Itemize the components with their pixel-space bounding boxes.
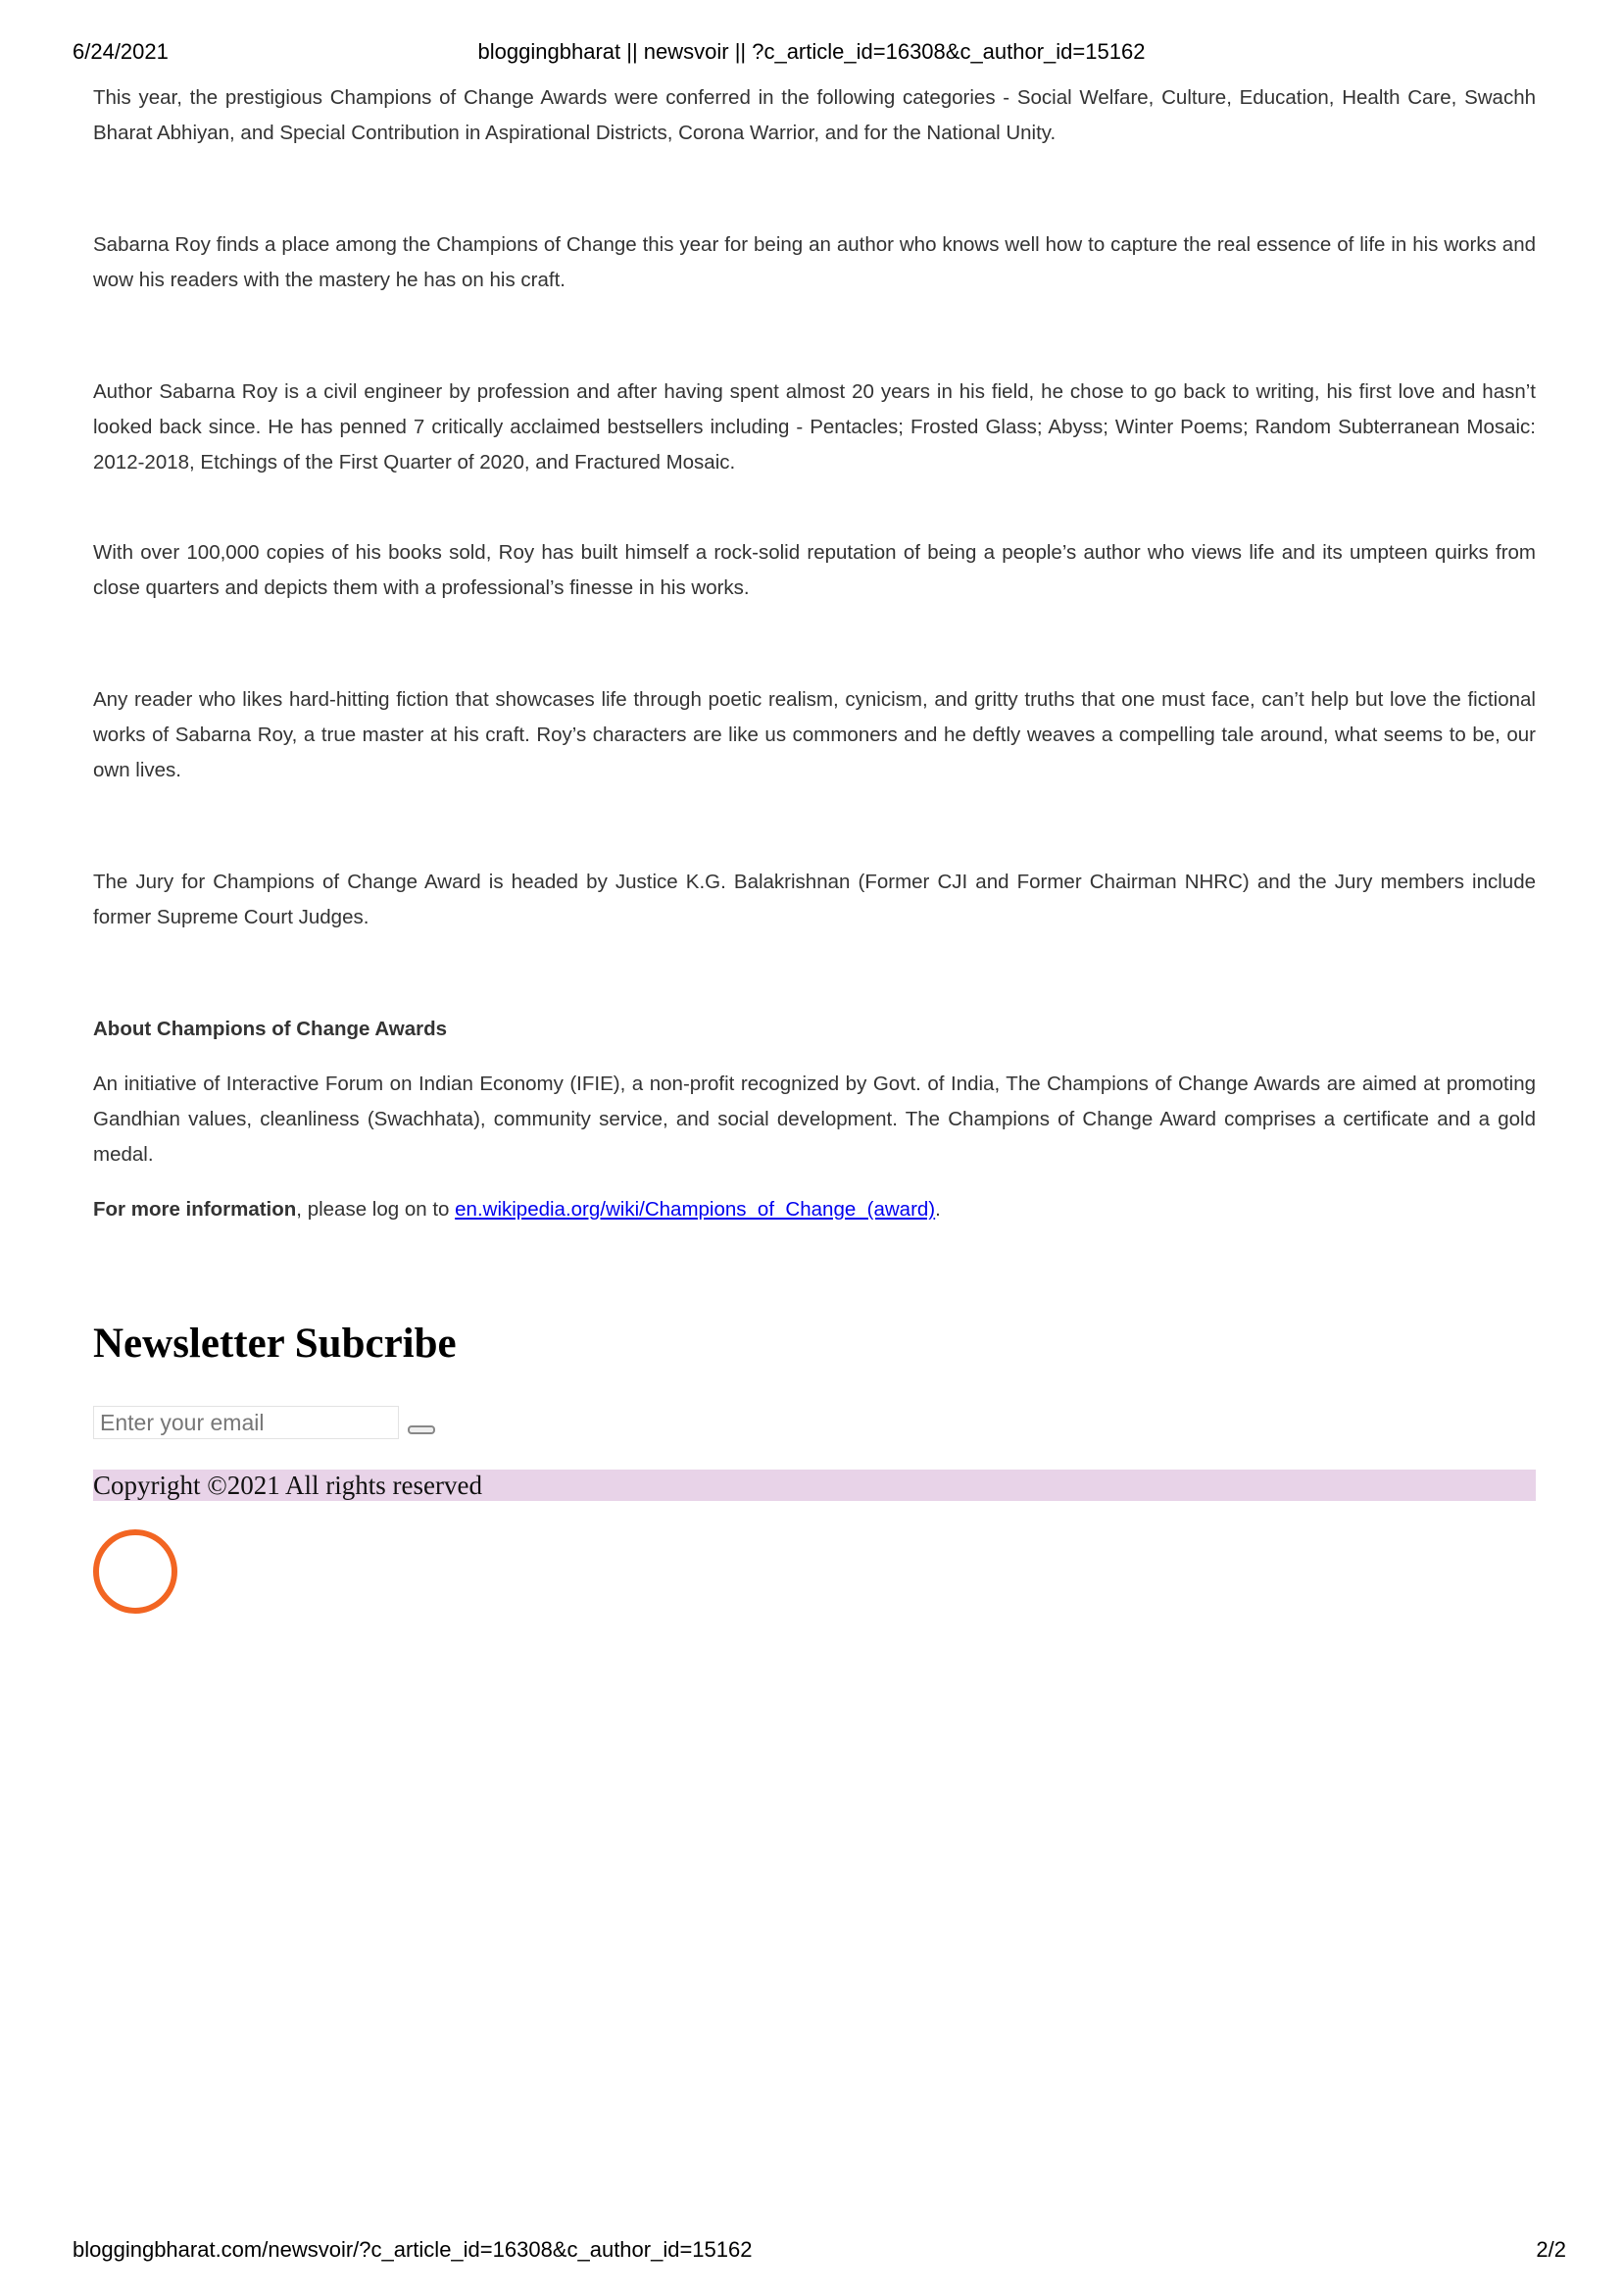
article-paragraph: Sabarna Roy finds a place among the Champions of Change this year for being an author who knows well how to capture the real essence of life in his works and wow his readers with the mastery he has on his craft. <box>93 233 1536 291</box>
print-footer-page-number: 2/2 <box>1536 2237 1566 2262</box>
more-info-text: , please log on to <box>296 1198 456 1221</box>
article-paragraph: Author Sabarna Roy is a civil engineer by profession and after having spent almost 20 years in his field, he chose to go back to writing, his first love and hasn’t looked back since. He has penned 7 critically acclaimed bestsellers including - Pentacles; Frosted Glass; Abyss; Winter Poems; Random Subterranean Mosaic: 2012-2018, Etchings of the First Quarter of 2020, and Fractured Mosaic. <box>93 380 1536 474</box>
more-info-end: . <box>935 1198 941 1221</box>
copyright-bar: Copyright ©2021 All rights reserved <box>93 1470 1536 1501</box>
article-body <box>93 80 1536 1227</box>
email-input[interactable] <box>93 1406 399 1439</box>
wikipedia-link[interactable]: en.wikipedia.org/wiki/Champions_of_Change_(award) <box>455 1198 936 1221</box>
print-footer-url: bloggingbharat.com/newsvoir/?c_article_id=16308&c_author_id=15162 <box>73 2237 753 2262</box>
more-info <box>93 1192 1536 1227</box>
print-header-date: 6/24/2021 <box>73 39 169 64</box>
article-paragraph: With over 100,000 copies of his books sold, Roy has built himself a rock-solid reputation of being a people’s author who views life and its umpteen quirks from close quarters and depicts them with a professional’s finesse in his works. <box>93 541 1536 599</box>
about-text: An initiative of Interactive Forum on Indian Economy (IFIE), a non-profit recognized by Govt. of India, The Champions of Change Awards are aimed at promoting Gandhian values, cleanliness (Swachhata), community service, and social development. The Champions of Change Award comprises a certificate and a gold medal. <box>93 1073 1536 1166</box>
print-header-title: bloggingbharat || newsvoir || ?c_article_id=16308&c_author_id=15162 <box>477 39 1146 64</box>
article-paragraph: This year, the prestigious Champions of Change Awards were conferred in the following categories - Social Welfare, Culture, Education, Health Care, Swachh Bharat Abhiyan, and Special Contribution in Aspirational Districts, Corona Warrior, and for the National Unity. <box>93 86 1536 144</box>
more-info-bold: For more information <box>93 1198 297 1221</box>
about-heading: About Champions of Change Awards <box>93 1018 448 1040</box>
article-paragraph: The Jury for Champions of Change Award is headed by Justice K.G. Balakrishnan (Former CJI and Former Chairman NHRC) and the Jury members include former Supreme Court Judges. <box>93 871 1536 928</box>
newsletter-title: Newsletter Subcribe <box>93 1321 457 1367</box>
article-paragraph: Any reader who likes hard-hitting fiction that showcases life through poetic realism, cynicism, and gritty truths that one must face, can’t help but love the fictional works of Sabarna Roy, a true master at his craft. Roy’s characters are like us commoners and he deftly weaves a compelling tale around, what seems to be, our own lives. <box>93 688 1536 781</box>
subscribe-button[interactable] <box>408 1425 435 1434</box>
loading-spinner-icon <box>93 1529 177 1614</box>
